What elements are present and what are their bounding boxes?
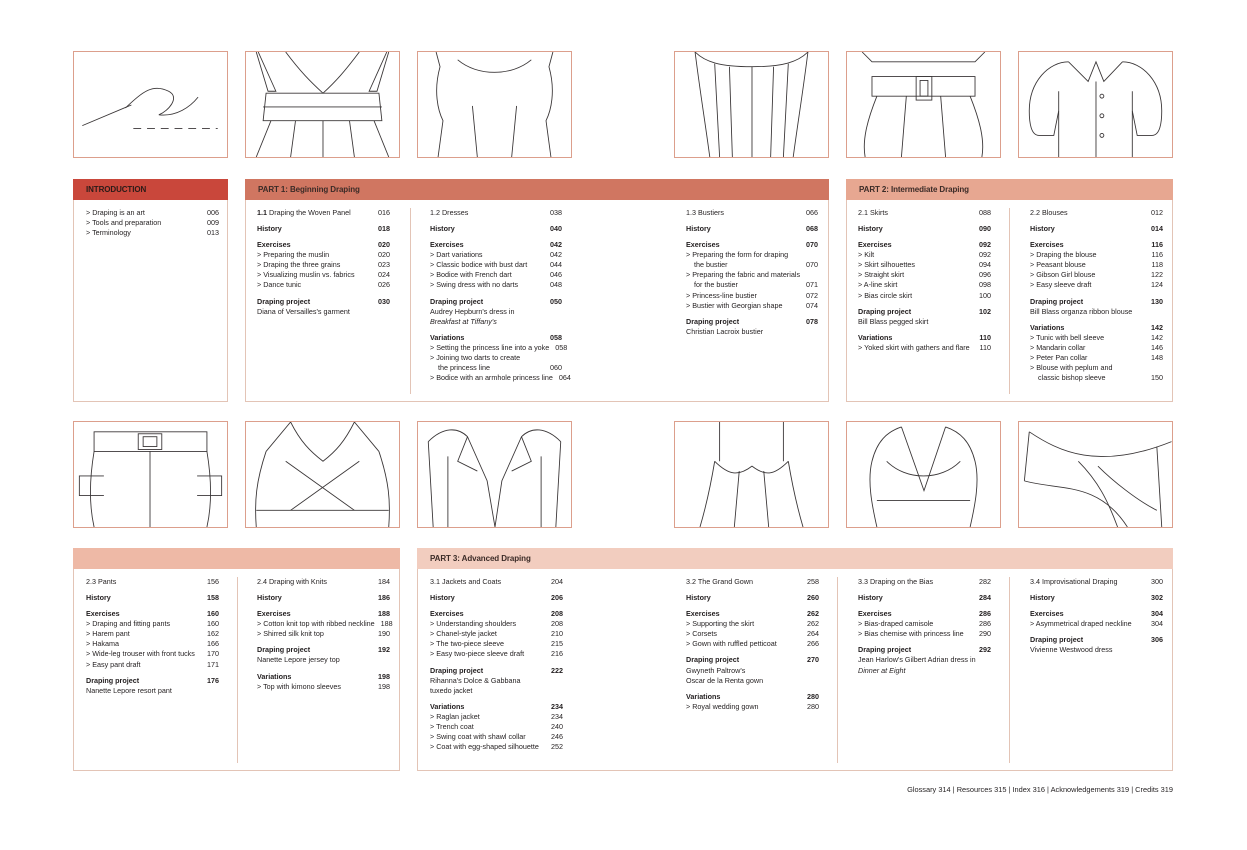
project-description: Audrey Hepburn's dress in	[430, 306, 515, 316]
chapter-3-3	[858, 577, 1010, 763]
toc-entry[interactable]: > Supporting the skirt 262	[686, 619, 819, 629]
toc-entry[interactable]: > Setting the princess line into a yoke 058	[430, 342, 568, 352]
exercises-heading[interactable]: Exercises 160	[86, 609, 219, 619]
chapter-title[interactable]: 1.3 Bustiers 066	[686, 208, 818, 217]
toc-entry[interactable]: > Preparing the form for draping	[686, 250, 789, 260]
chapter-2-3	[86, 577, 238, 763]
exercises-heading[interactable]: Exercises 262	[686, 609, 819, 619]
history-entry[interactable]: History 090	[858, 224, 991, 234]
chapter-1-2	[430, 208, 571, 383]
toc-entry[interactable]: > Understanding shoulders 208	[430, 619, 563, 629]
toc-entry[interactable]: > Dance tunic 026	[257, 280, 390, 290]
part2-continued-header	[73, 548, 400, 569]
toc-entry[interactable]: > Mandarin collar 146	[1030, 342, 1163, 352]
project-description: Bill Blass organza ribbon blouse	[1030, 306, 1133, 316]
project-description: Rihanna's Dolce & Gabbana	[430, 675, 521, 685]
draping-project-heading[interactable]: Draping project 102	[858, 306, 991, 316]
toc-entry[interactable]: > A-line skirt 098	[858, 280, 991, 290]
draping-project-heading[interactable]: Draping project 306	[1030, 635, 1163, 645]
peasant-blouse-icon	[1018, 51, 1173, 158]
part3-header: PART 3: Advanced Draping	[417, 548, 1173, 569]
history-entry[interactable]: History 018	[257, 224, 390, 234]
toc-entry[interactable]: > Skirt silhouettes 094	[858, 260, 991, 270]
exercises-heading[interactable]: Exercises 116	[1030, 240, 1163, 250]
toc-entry[interactable]: > Tools and preparation 009	[86, 218, 219, 228]
bias-top-icon	[846, 421, 1001, 528]
draping-project-heading[interactable]: Draping project 292	[858, 645, 991, 655]
toc-entry[interactable]: > Tunic with bell sleeve 142	[1030, 332, 1163, 342]
exercises-heading[interactable]: Exercises 042	[430, 240, 562, 250]
variations-heading[interactable]: Variations 198	[257, 671, 390, 681]
variations-heading[interactable]: Variations 058	[430, 332, 562, 342]
history-entry[interactable]: History 158	[86, 593, 219, 603]
chapter-2-1	[858, 208, 1010, 394]
toc-entry[interactable]: > Bodice with an armhole princess line 064	[430, 373, 571, 383]
index-link[interactable]: Index 316	[1012, 785, 1045, 794]
chapter-3-4	[1030, 577, 1163, 655]
toc-entry[interactable]: > Coat with egg-shaped silhouette 252	[430, 742, 563, 752]
toc-entry[interactable]: > Straight skirt 096	[858, 270, 991, 280]
resources-link[interactable]: Resources 315	[956, 785, 1007, 794]
draping-project-heading[interactable]: Draping project 130	[1030, 296, 1163, 306]
history-entry[interactable]: History 040	[430, 224, 562, 234]
draped-neckline-icon	[1018, 421, 1173, 528]
variations-heading[interactable]: Variations 142	[1030, 322, 1163, 332]
project-description: Christian Lacroix bustier	[686, 326, 764, 336]
needle-thread-icon	[73, 51, 228, 158]
glossary-link[interactable]: Glossary 314	[907, 785, 951, 794]
acknowledgements-link[interactable]: Acknowledgements 319	[1050, 785, 1130, 794]
exercises-heading[interactable]: Exercises 286	[858, 609, 991, 619]
chapter-1-3	[686, 208, 818, 337]
history-entry[interactable]: History 186	[257, 593, 390, 603]
toc-entry[interactable]: > Joining two darts to create	[430, 352, 521, 362]
intro-header: INTRODUCTION	[73, 179, 228, 200]
toc-entry[interactable]: > Peter Pan collar 148	[1030, 352, 1163, 362]
back-matter-links: Glossary 314 | Resources 315 | Index 316 | Acknowledgements 319 | Credits 319	[907, 785, 1173, 794]
credits-link[interactable]: Credits 319	[1135, 785, 1173, 794]
exercises-heading[interactable]: Exercises 092	[858, 240, 991, 250]
toc-entry[interactable]: the princess line 060	[438, 363, 562, 373]
toc-entry[interactable]: > Blouse with peplum and	[1030, 363, 1113, 373]
draping-project-heading[interactable]: Draping project 176	[86, 675, 219, 685]
part2-header: PART 2: Intermediate Draping	[846, 179, 1173, 200]
toc-entry[interactable]: > Princess-line bustier 072	[686, 290, 818, 300]
chapter-title[interactable]: 3.3 Draping on the Bias 282	[858, 577, 991, 586]
toc-entry[interactable]: > Swing coat with shawl collar 246	[430, 732, 563, 742]
project-description: Nanette Lepore jersey top	[257, 655, 340, 665]
draping-project-heading[interactable]: Draping project 078	[686, 316, 818, 326]
pants-icon	[73, 421, 228, 528]
project-description: Vivienne Westwood dress	[1030, 645, 1113, 655]
toc-entry[interactable]: > Draping the blouse 116	[1030, 250, 1163, 260]
toc-entry[interactable]: > Raglan jacket 234	[430, 711, 563, 721]
toc-entry[interactable]: > Hakama 166	[86, 639, 219, 649]
chapter-title[interactable]: 2.4 Draping with Knits 184	[257, 577, 390, 586]
knit-top-icon	[245, 421, 400, 528]
draping-project-heading[interactable]: Draping project 270	[686, 655, 819, 665]
part1-header: PART 1: Beginning Draping	[245, 179, 829, 200]
toc-entry[interactable]: > Peasant blouse 118	[1030, 260, 1163, 270]
project-film-title: Dinner at Eight	[858, 665, 906, 675]
project-description: Gwyneth Paltrow's	[686, 665, 746, 675]
toc-entry[interactable]: > Bias chemise with princess line 290	[858, 629, 991, 639]
toc-entry[interactable]: > Terminology 013	[86, 228, 219, 238]
toc-entry[interactable]: > Visualizing muslin vs. fabrics 024	[257, 270, 390, 280]
project-description: Bill Blass pegged skirt	[858, 316, 929, 326]
toc-entry[interactable]: > The two-piece sleeve 215	[430, 639, 563, 649]
exercises-heading[interactable]: Exercises 020	[257, 240, 390, 250]
toc-entry[interactable]: > Asymmetrical draped neckline 304	[1030, 619, 1163, 629]
chapter-title[interactable]: 1.1 Draping the Woven Panel 016	[257, 208, 390, 217]
toc-entry[interactable]: > Draping the three grains 023	[257, 260, 390, 270]
draping-project-heading[interactable]: Draping project 222	[430, 665, 563, 675]
project-film-title: Breakfast at Tiffany's	[430, 316, 497, 326]
toc-entry[interactable]: > Draping and fitting pants 160	[86, 619, 219, 629]
toc-entry[interactable]: > Wide-leg trouser with front tucks 170	[86, 649, 219, 659]
chapter-title[interactable]: 3.4 Improvisational Draping 300	[1030, 577, 1163, 586]
toc-entry[interactable]: > Dart variations 042	[430, 250, 562, 260]
toc-entry[interactable]: > Top with kimono sleeves 198	[257, 681, 390, 691]
toc-entry[interactable]: > Yoked skirt with gathers and flare 110	[858, 342, 991, 352]
toc-entry[interactable]: > Bias-draped camisole 286	[858, 619, 991, 629]
project-description: Oscar de la Renta gown	[686, 675, 764, 685]
history-entry[interactable]: History 206	[430, 593, 563, 603]
woven-panel-dress-icon	[245, 51, 400, 158]
chapter-1-1	[257, 208, 411, 394]
chapter-title[interactable]: 2.1 Skirts 088	[858, 208, 991, 217]
toc-entry[interactable]: > Preparing the muslin 020	[257, 250, 390, 260]
basic-bodice-icon	[417, 51, 572, 158]
toc-entry[interactable]: > Kilt 092	[858, 250, 991, 260]
history-entry[interactable]: History 284	[858, 593, 991, 603]
toc-entry[interactable]: > Easy pant draft 171	[86, 659, 219, 669]
toc-entry[interactable]: classic bishop sleeve 150	[1038, 373, 1163, 383]
draping-project-heading[interactable]: Draping project 050	[430, 296, 562, 306]
project-description: Diana of Versailles's garment	[257, 306, 350, 316]
chapter-3-2	[686, 577, 838, 763]
chapter-2-4	[257, 577, 393, 692]
intro-column	[86, 208, 219, 238]
toc-entry[interactable]: > Shirred silk knit top 190	[257, 629, 390, 639]
toc-entry[interactable]: > Draping is an art 006	[86, 208, 219, 217]
toc-entry[interactable]: > Gibson Girl blouse 122	[1030, 270, 1163, 280]
chapter-title[interactable]: 2.2 Blouses 012	[1030, 208, 1163, 217]
exercises-heading[interactable]: Exercises 304	[1030, 609, 1163, 619]
toc-entry[interactable]: > Chanel-style jacket 210	[430, 629, 563, 639]
camisole-gown-icon	[674, 421, 829, 528]
variations-heading[interactable]: Variations 234	[430, 701, 563, 711]
exercises-heading[interactable]: Exercises 070	[686, 240, 818, 250]
chapter-3-1	[430, 577, 563, 752]
toc-entry[interactable]: > Bustier with Georgian shape 074	[686, 300, 818, 310]
chapter-title[interactable]: 3.2 The Grand Gown 258	[686, 577, 819, 586]
variations-heading[interactable]: Variations 280	[686, 691, 819, 701]
toc-entry[interactable]: > Easy sleeve draft 124	[1030, 280, 1163, 290]
toc-entry[interactable]: > Trench coat 240	[430, 721, 563, 731]
project-description: Jean Harlow's Gilbert Adrian dress in	[858, 655, 976, 665]
project-description: tuxedo jacket	[430, 685, 473, 695]
history-entry[interactable]: History 260	[686, 593, 819, 603]
toc-entry[interactable]: > Easy two-piece sleeve draft 216	[430, 649, 563, 659]
jacket-icon	[417, 421, 572, 528]
toc-entry[interactable]: for the bustier 071	[694, 280, 818, 290]
draping-project-heading[interactable]: Draping project 192	[257, 645, 390, 655]
project-description: Nanette Lepore resort pant	[86, 685, 172, 695]
chapter-title[interactable]: 1.2 Dresses 038	[430, 208, 562, 217]
toc-entry[interactable]: > Gown with ruffled petticoat 266	[686, 639, 819, 649]
toc-entry[interactable]: > Swing dress with no darts 048	[430, 280, 562, 290]
toc-entry[interactable]: the bustier 070	[694, 260, 818, 270]
toc-entry[interactable]: > Classic bodice with bust dart 044	[430, 260, 562, 270]
chapter-title[interactable]: 3.1 Jackets and Coats 204	[430, 577, 563, 586]
bustier-icon	[674, 51, 829, 158]
draping-project-heading[interactable]: Draping project 030	[257, 296, 390, 306]
history-entry[interactable]: History 302	[1030, 593, 1163, 603]
toc-entry[interactable]: > Bias circle skirt 100	[858, 290, 991, 300]
toc-entry[interactable]: > Bodice with French dart 046	[430, 270, 562, 280]
toc-entry[interactable]: > Cotton knit top with ribbed neckline 188	[257, 619, 393, 629]
toc-entry[interactable]: > Royal wedding gown 280	[686, 701, 819, 711]
exercises-heading[interactable]: Exercises 208	[430, 609, 563, 619]
toc-entry[interactable]: > Corsets 264	[686, 629, 819, 639]
variations-heading[interactable]: Variations 110	[858, 332, 991, 342]
chapter-title[interactable]: 2.3 Pants 156	[86, 577, 219, 586]
history-entry[interactable]: History 068	[686, 224, 818, 234]
toc-entry[interactable]: > Harem pant 162	[86, 629, 219, 639]
history-entry[interactable]: History 014	[1030, 224, 1163, 234]
toc-entry[interactable]: > Preparing the fabric and materials	[686, 270, 801, 280]
belted-skirt-icon	[846, 51, 1001, 158]
exercises-heading[interactable]: Exercises 188	[257, 609, 390, 619]
chapter-2-2	[1030, 208, 1163, 383]
